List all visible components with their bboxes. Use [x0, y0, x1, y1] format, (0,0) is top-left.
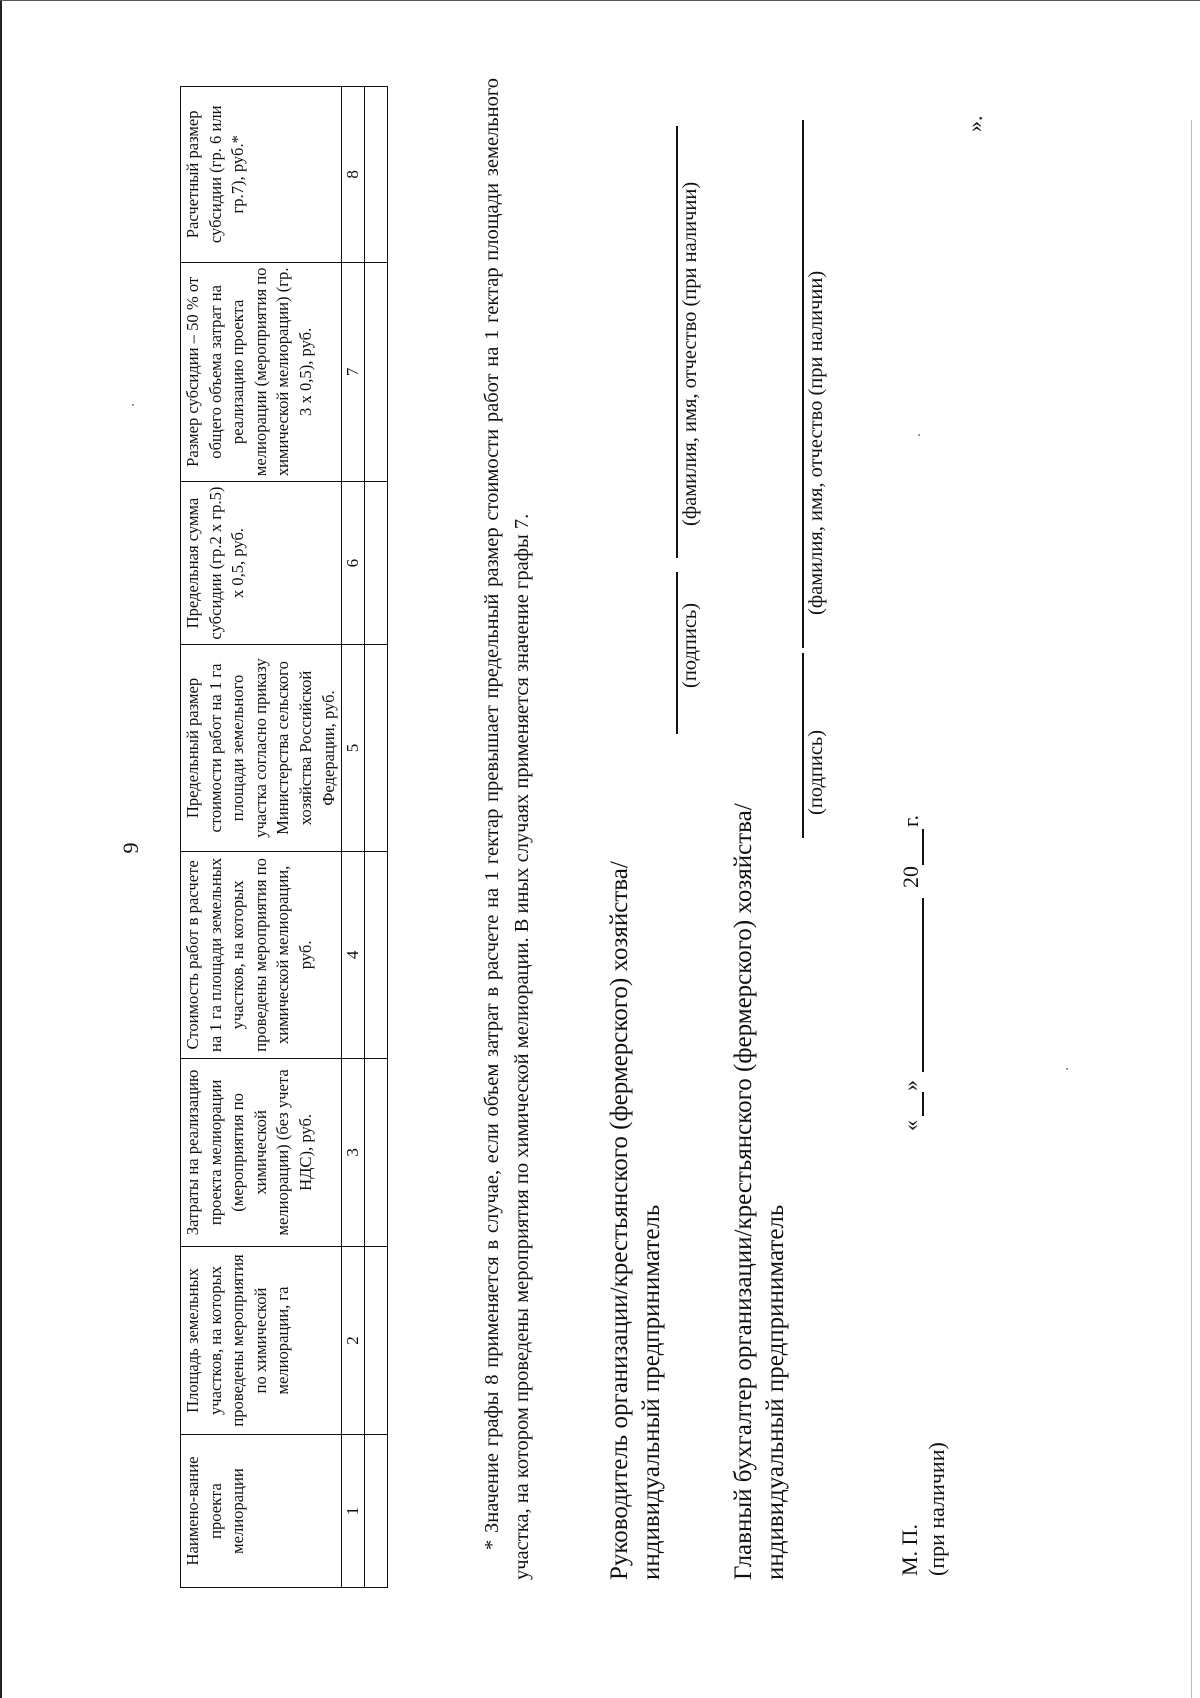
accountant-title-line1: Главный бухгалтер организации/крестьянского (фермерского) хозяйства/	[730, 803, 757, 1580]
head-title-line1: Руководитель организации/крестьянского (фермерского) хозяйства/	[606, 861, 633, 1580]
accountant-sign-hint: (подпись)	[805, 729, 827, 815]
table-cell[interactable]	[365, 1246, 388, 1434]
footnote	[478, 78, 537, 1580]
date-year-suffix: г.	[898, 814, 923, 827]
head-signature-line[interactable]	[676, 572, 678, 734]
date-year-prefix: 20	[898, 866, 923, 888]
date-year-line[interactable]	[922, 829, 924, 865]
column-number: 7	[342, 262, 365, 481]
scan-speck	[1066, 1068, 1068, 1070]
head-name-line[interactable]	[676, 126, 678, 558]
date-day-line[interactable]	[922, 1092, 924, 1116]
header-cell: Расчетный размер субсидии (гр. 6 или гр.7), руб.*	[181, 87, 342, 263]
table-cell[interactable]	[365, 87, 388, 263]
head-signature-title	[604, 680, 668, 1580]
column-number: 3	[342, 1058, 365, 1246]
footnote-text: * Значение графы 8 применяется в случае, если объем затрат в расчете на 1 гектар превышает предельный размер стоимости работ на 1 гектар площади земельного участка, на котором проведены мероприятия по химической мелиорации. В иных случаях применяется значение графы 7.	[481, 78, 533, 1580]
head-name-hint: (фамилия, имя, отчество (при наличии)	[679, 181, 701, 526]
header-cell: Наимено-вание проекта мелиорации	[181, 1435, 342, 1588]
header-cell: Площадь земельных участков, на которых проведены мероприятия по химической мелиорации, га	[181, 1246, 342, 1434]
header-cell: Размер субсидии – 50 % от общего объема затрат на реализацию проекта мелиорации (мероприятия по химической мелиорации) (гр. 3 х 0,5), руб.	[181, 262, 342, 481]
table-cell[interactable]	[365, 1435, 388, 1588]
scan-speck	[918, 434, 920, 436]
scan-speck	[132, 404, 134, 406]
table-cell[interactable]	[365, 851, 388, 1058]
accountant-name-hint: (фамилия, имя, отчество (при наличии)	[805, 270, 827, 615]
date-open-quote: «	[898, 1120, 923, 1131]
column-number: 5	[342, 645, 365, 852]
accountant-signature-title	[728, 580, 792, 1580]
table-cell[interactable]	[365, 482, 388, 645]
subsidy-table	[180, 86, 388, 1588]
page-number: 9	[118, 842, 143, 854]
closing-quote: ».	[962, 115, 987, 132]
column-number-row	[342, 87, 365, 1588]
date-close-quote: »	[898, 1080, 923, 1091]
stamp-line1: М. П.	[897, 1524, 922, 1576]
accountant-signature-line[interactable]	[802, 653, 804, 838]
header-cell: Стоимость работ в расчете на 1 га площади земельных участков, на которых проведены мероприятия по химической мелиорации, руб.	[181, 851, 342, 1058]
column-number: 8	[342, 87, 365, 263]
column-number: 6	[342, 482, 365, 645]
header-cell: Предельная сумма субсидии (гр.2 х гр.5) х 0,5, руб.	[181, 482, 342, 645]
table-header-row	[181, 87, 342, 1588]
head-title-line2: индивидуальный предприниматель	[638, 1204, 665, 1580]
column-number: 2	[342, 1246, 365, 1434]
table-cell[interactable]	[365, 262, 388, 481]
head-sign-hint: (подпись)	[679, 602, 701, 688]
date-month-line[interactable]	[922, 898, 924, 1072]
stamp-label	[896, 1442, 950, 1576]
table-data-row	[365, 87, 388, 1588]
column-number: 4	[342, 851, 365, 1058]
table-cell[interactable]	[365, 645, 388, 852]
header-cell: Предельный размер стоимости работ на 1 га площади земельного участка согласно приказу Министерства сельского хозяйства Российской Федерации, руб.	[181, 645, 342, 852]
accountant-name-line[interactable]	[802, 120, 804, 648]
table-cell[interactable]	[365, 1058, 388, 1246]
header-cell: Затраты на реализацию проекта мелиорации (мероприятия по химической мелиорации) (без учета НДС), руб.	[181, 1058, 342, 1246]
column-number: 1	[342, 1435, 365, 1588]
accountant-title-line2: индивидуальный предприниматель	[762, 1204, 789, 1580]
stamp-line2: (при наличии)	[924, 1442, 949, 1576]
